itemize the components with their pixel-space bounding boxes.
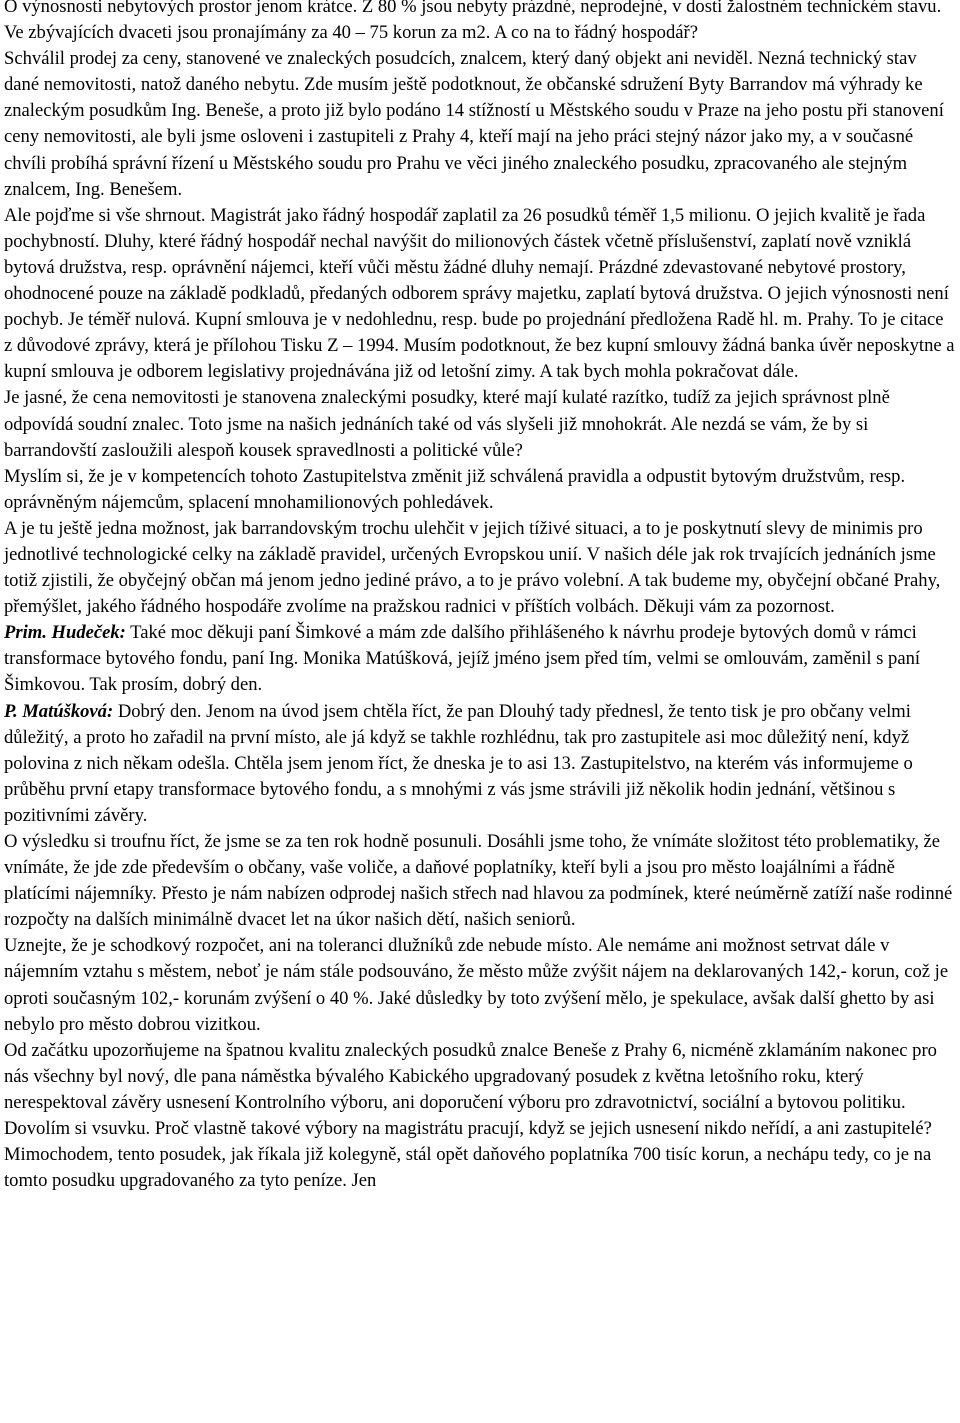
speech-text: Také moc děkuji paní Šimkové a mám zde dalšího přihlášeného k návrhu prodeje bytových domů v rámci transformace bytového fondu, paní Ing. Monika Matúšková, jejíž jméno jsem před tím, velmi se omlouvám, zaměnil s paní Šimkovou. Tak prosím, dobrý den.	[4, 622, 921, 696]
paragraph: Dovolím si vsuvku. Proč vlastně takové výbory na magistrátu pracují, když se jejich usnesení nikdo neřídí, a ani zastupitelé? Mimochodem, tento posudek, jak říkala již kolegyně, stál opět daňového poplatníka 700 tisíc korun, a nechápu tedy, co je na tomto posudku upgradovaného za tyto peníze. Jen	[4, 1118, 932, 1192]
paragraph: Je jasné, že cena nemovitosti je stanovena znaleckými posudky, které mají kulaté razítko, tudíž za jejich správnost plně odpovídá soudní znalec. Toto jsme na našich jednáních také od vás slyšeli již mnohokrát. Ale nezdá se vám, že by si barrandovští zasloužili alespoň kousek spravedlnosti a politické vůle?	[4, 387, 890, 461]
paragraph: Myslím si, že je v kompetencích tohoto Zastupitelstva změnit již schválená pravidla a odpustit bytovým družstvům, resp. oprávněným nájemcům, splacení mnohamilionových pohledávek.	[4, 465, 906, 513]
paragraph: Schválil prodej za ceny, stanovené ve znaleckých posudcích, znalcem, který daný objekt ani neviděl. Nezná technický stav dané nemovitosti, natož daného nebytu. Zde musím ještě podotknout, že občanské sdružení Byty Barrandov má výhrady ke znaleckým posudkům Ing. Beneše, a proto již bylo podáno 14 stížností u Městského soudu v Praze na jeho postu při stanovení ceny nemovitosti, ale byli jsme osloveni i zastupiteli z Prahy 4, kteří mají na jeho práci stejný názor jako my, a v současné chvíli probíhá správní řízení u Městského soudu pro Prahu ve věci jiného znaleckého posudku, zpracovaného ale stejným znalcem, Ing. Benešem.	[4, 48, 944, 200]
paragraph: Ale pojďme si vše shrnout. Magistrát jako řádný hospodář zaplatil za 26 posudků téměř 1,5 milionu. O jejich kvalitě je řada pochybností. Dluhy, které řádný hospodář nechal navýšit do milionových částek včetně příslušenství, zaplatí nově vzniklá bytová družstva, resp. oprávnění nájemci, kteří vůči městu žádné dluhy nemají. Prázdné zdevastované nebytové prostory, ohodnocené pouze na základě podkladů, předaných odborem správy majetku, zaplatí bytová družstva. O jejich výnosnosti není pochyb. Je téměř nulová. Kupní smlouva je v nedohlednu, resp. bude po projednání předložena Radě hl. m. Prahy. To je citace z důvodové zprávy, která je přílohou Tisku Z – 1994. Musím podotknout, že bez kupní smlouvy žádná banka úvěr neposkytne a kupní smlouva je odborem legislativy projednávána již od letošní zimy. A tak bych mohla pokračovat dále.	[4, 204, 955, 383]
speech-paragraph	[4, 699, 956, 829]
document-page	[4, 0, 956, 1194]
speaker-name: P. Matúšková:	[4, 700, 114, 722]
speech-text: Dobrý den. Jenom na úvod jsem chtěla říct, že pan Dlouhý tady přednesl, že tento tisk je pro občany velmi důležitý, a proto ho zařadil na první místo, ale já když se takhle rozhlédnu, tak pro zastupitele asi moc důležitý není, když polovina z nich někam odešla. Chtěla jsem jenom říct, že dneska je to asi 13. Zastupitelstvo, na kterém vás informujeme o průběhu první etapy transformace bytového fondu, a s mnohými z vás jsme strávili již několik hodin jednání, většinou s pozitivními závěry.	[4, 700, 913, 826]
paragraph: Od začátku upozorňujeme na špatnou kvalitu znaleckých posudků znalce Beneše z Prahy 6, nicméně zklamáním nakonec pro nás všechny byl nový, dle pana náměstka bývalého Kabického upgradovaný posudek z května letošního roku, který nerespektoval závěry usnesení Kontrolního výboru, ani doporučení výboru pro zdravotnictví, sociální a bytovou politiku.	[4, 1039, 937, 1113]
paragraph: A je tu ještě jedna možnost, jak barrandovským trochu ulehčit v jejich tíživé situaci, a to je poskytnutí slevy de minimis pro jednotlivé technologické celky na základě pravidel, určených Evropskou unií. V našich déle jak rok trvajících jednáních jsme totiž zjistili, že obyčejný občan má jenom jedno jediné právo, a to je právo volební. A tak budeme my, obyčejní občané Prahy, přemýšlet, jakého řádného hospodáře zvolíme na pražskou radnici v příštích volbách. Děkuji vám za pozornost.	[4, 517, 941, 618]
speech-paragraph	[4, 620, 956, 698]
paragraph: Uznejte, že je schodkový rozpočet, ani na toleranci dlužníků zde nebude místo. Ale nemáme ani možnost setrvat dále v nájemním vztahu s městem, neboť je nám stále podsouváno, že město může zvýšit nájem na deklarovaných 142,- korun, což je oproti současným 102,- korunám zvýšení o 40 %. Jaké důsledky by toto zvýšení mělo, je spekulace, avšak další ghetto by asi nebylo pro město dobrou vizitkou.	[4, 935, 949, 1035]
paragraph: O výsledku si troufnu říct, že jsme se za ten rok hodně posunuli. Dosáhli jsme toho, že vnímáte složitost této problematiky, že vnímáte, že jde zde především o občany, vaše voliče, a daňové poplatníky, kteří byli a jsou pro město loajálními a řádně platícími nájemníky. Přesto je nám nabízen odprodej našich střech nad hlavou za podmínek, které neúměrně zatíží naše rodinné rozpočty na dalších minimálně dvacet let na úkor našich dětí, našich seniorů.	[4, 831, 953, 931]
paragraph: O výnosnosti nebytových prostor jenom krátce. Z 80 % jsou nebyty prázdné, neprodejné, v dosti žalostném technickém stavu. Ve zbývajících dvaceti jsou pronajímány za 40 – 75 korun za m2. A co na to řádný hospodář?	[4, 0, 942, 44]
speaker-name: Prim. Hudeček:	[4, 622, 126, 644]
